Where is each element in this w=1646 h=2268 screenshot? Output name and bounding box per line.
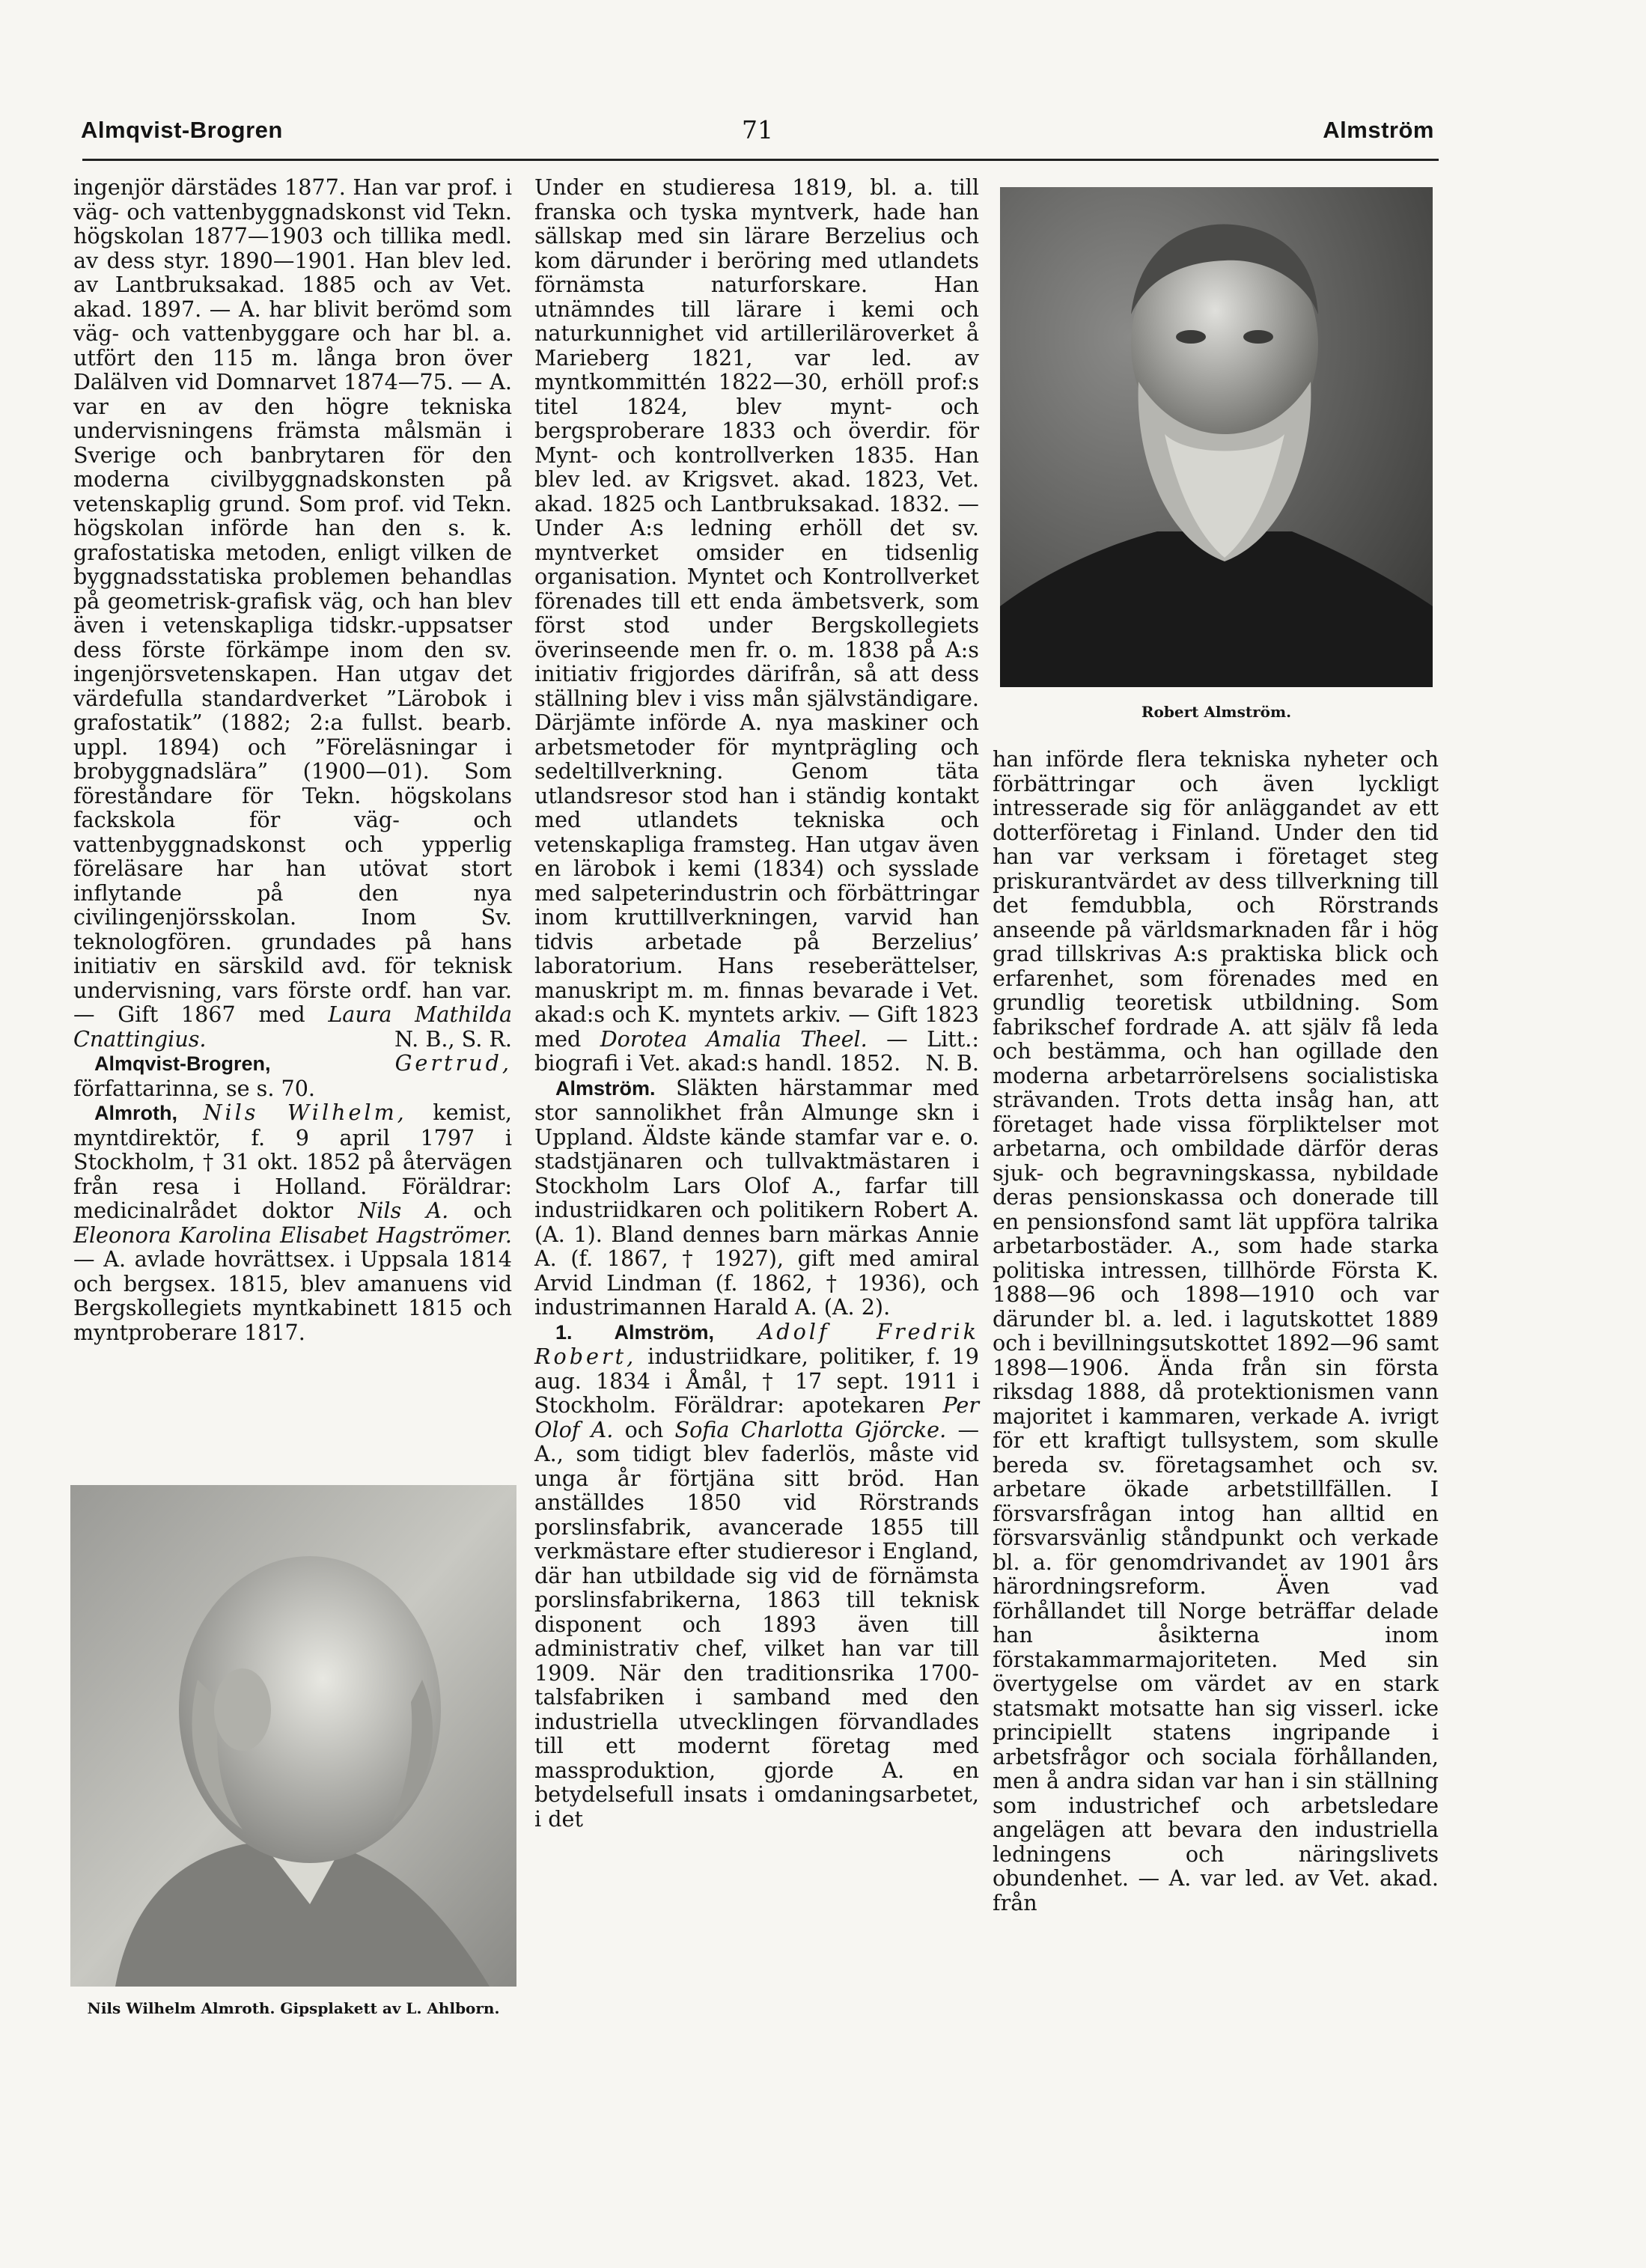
- column-3: [993, 747, 1439, 1915]
- entry-almroth: Almroth, Nils Wilhelm, kemist, myntdirektör, f. 9 april 1797 i Stockholm, † 31 okt. 1852 på återvägen från resa i Holland. Föräldrar: medicinalrådet doktor Nils A. och Eleonora Karolina Elisabet Hagströmer. — A. avlade hovrättsex. i Uppsala 1814 och bergsex. 1815, blev amanuens vid Bergskollegiets myntkabinett 1815 och myntproberare 1817.: [73, 1100, 513, 1345]
- almroth-plaque-photo: [70, 1485, 516, 1987]
- caption-nils-almroth: Nils Wilhelm Almroth. Gipsplakett av L. Ahlborn.: [87, 1999, 500, 2017]
- column-1: [73, 175, 512, 1344]
- entry-almstrom-family: Almström. Släkten härstammar med stor sannolikhet från Almunge skn i Uppland. Äldste kände stamfar var e. o. stadstjänaren och tullvaktmästaren i Stockholm Lars Olof A., farfar till industriidkaren och politikern Robert A. (A. 1). Bland dennes barn märkas Annie A. (f. 1867, † 1927), gift med amiral Arvid Lindman (f. 1862, † 1936), och industrimannen Harald A. (A. 2).: [534, 1074, 979, 1320]
- father-name: Per Olof A.: [534, 1392, 980, 1442]
- wife-name: Laura Mathilda Cnattingius.: [73, 1002, 512, 1052]
- caption-robert-almstrom: Robert Almström.: [1141, 703, 1292, 721]
- entry-almqvist-brogren: Almqvist-Brogren, Gertrud, författarinna, se s. 70.: [73, 1050, 512, 1101]
- author-signature: N. B., S. R.: [394, 1025, 512, 1052]
- lemma: Almroth,: [94, 1102, 177, 1124]
- mother-name: Eleonora Karolina Elisabet Hagströmer.: [73, 1222, 512, 1248]
- almroth-entry-continuation: Under en studieresa 1819, bl. a. till franska och tyska myntverk, hade han sällskap med sin lärare Berzelius och kom därunder i beröring med utlandets förnämsta naturforskare. Han utnämndes till lärare i kemi och naturkunnighet vid artilleriläroverket å Marieberg 1821, var led. av myntkommittén 1822—30, erhöll prof:s titel 1824, blev mynt- och bergsproberare 1833 och överdir. för Mynt- och kontrollverken 1835. Han blev led. av Krigsvet. akad. 1823, Vet. akad. 1825 och Lantbruksakad. 1832. — Under A:s ledning erhöll det sv. myntverket omsider en tidsenlig organisation. Myntet och Kontrollverket förenades till ett enda ämbetsverk, som först stod under Bergskollegiets överinseende men fr. o. m. 1838 på A:s initiativ frigjordes därifrån, så att dess ställning blev i viss mån självständigare. Därjämte införde A. nya maskiner och arbetsmetoder för myntprägling och sedeltillverkning. Genom täta utlandsresor stod han i ständig kontakt med utlandets tekniska och vetenskapliga framsteg. Han utgav även en lärobok i kemi (1834) och sysslade med salpeterindustrin och förbättringar inom kruttillverkningen, varvid han tidvis arbetade på Berzelius’ laboratorium. Hans reseberättelser, manuskript m. m. finnas bevarade i Vet. akad:s och K. myntets arkiv. — Gift 1823 med Dorotea Amalia Theel. — Litt.: biografi i Vet. akad:s handl. 1852. N. B.: [534, 174, 979, 1076]
- lemma: Almqvist-Brogren,: [94, 1052, 271, 1075]
- author-signature: N. B.: [925, 1050, 979, 1076]
- portrait-illustration: [1000, 187, 1433, 687]
- robert-almstrom-photo: [1000, 187, 1433, 687]
- robert-entry-continuation: han införde flera tekniska nyheter och förbättringar och även lyckligt intresserade sig för anläggandet av ett dotterföretag i Finland. Under den tid han var verksam i företaget steg priskurantvärdet av dess tillverkning till det femdubbla, och Rörstrands anseende på världsmarknaden får i hög grad tillskrivas A:s praktiska blick och erfarenhet, som förenades med en grundlig teoretisk utbildning. Som fabrikschef fordrade A. att själv få leda och bestämma, och han ogillade den moderna arbetarrörelsens socialistiska strävanden. Trots detta insåg han, att företaget hade vissa förpliktelser mot arbetarna, och ombildade därför deras sjuk- och begravningskassa, nybildade deras pensionskassa och donerade till en pensionsfond samt lät uppföra talrika arbetarbostäder. A., som hade starka politiska intressen, tillhörde Första K. 1888—96 och 1898—1910 och var därunder bl. a. led. i lagutskottet 1889 och i bevillningsutskottet 1892—96 samt 1898—1906. Ända från sin första riksdag 1888, då protektionismen vann majoritet i kammaren, verkade A. ivrigt för ett kraftigt tullsystem, som skulle bereda sv. företagsamhet och sv. arbetare ökade arbetstillfällen. I försvarsfrågan intog han alltid en försvarsvänlig ståndpunkt och verkade bl. a. för genomdrivandet av 1901 års härordningsreform. Även vad förhållandet till Norge beträffar delade han åsikterna inom förstakammarmajoriteten. Med sin övertygelse om värdet av en stark statsmakt motsatte han sig visserl. icke principiellt statens ingripande i arbetsfrågor och sociala förhållanden, men å andra sidan var han i sin ställning som industrichef och arbetsledare angelägen att bevara den industriella ledningens och näringslivets obundenhet. — A. var led. av Vet. akad. från: [993, 746, 1439, 1915]
- given-name: Adolf Fredrik Robert,: [534, 1318, 979, 1369]
- portrait-illustration: [70, 1485, 516, 1987]
- entry-robert-almstrom: 1. Almström, Adolf Fredrik Robert, industriidkare, politiker, f. 19 aug. 1834 i Åmål, † 17 sept. 1911 i Stockholm. Föräldrar: apotekaren Per Olof A. och Sofia Charlotta Gjörcke. — A., som tidigt blev faderlös, måste vid unga år förtjäna sitt bröd. Han anställdes 1850 vid Rörstrands porslinsfabrik, avancerade 1855 till verkmästare efter studieresor i England, där han utbildade sig vid de förnämsta porslinsfabrikerna, 1863 till teknisk disponent och 1893 även till administrativ chef, vilket han var till 1909. När den traditionsrika 1700-talsfabriken i samband med den industriella utvecklingen förvandlades till ett modernt företag med massproduktion, gjorde A. en betydelsefull insats i omdaningsarbetet, i det: [534, 1318, 980, 1832]
- given-name: Nils Wilhelm,: [203, 1100, 407, 1125]
- almqvist-entry-continuation: ingenjör därstädes 1877. Han var prof. i väg- och vattenbyggnadskonst vid Tekn. högskolan 1877—1903 och tillika medl. av dess styr. 1890—1901. Han blev led. av Lantbruksakad. 1885 och av Vet. akad. 1897. — A. har blivit berömd som väg- och vattenbyggare och har bl. a. utfört den 115 m. långa bron över Dalälven vid Domnarvet 1874—75. — A. var en av den högre tekniska undervisningens främsta målsmän i Sverige och banbrytaren för den moderna civilbyggnadskonsten på vetenskaplig grund. Som prof. vid Tekn. högskolan införde han den s. k. grafostatiska metoden, enligt vilken de byggnadsstatiska problemen behandlas på geometrisk-grafisk väg, och han blev även i vetenskapliga tidskr.-uppsatser dess förste förkämpe inom den sv. ingenjörsvetenskapen. Han utgav det värdefulla standardverket ”Lärobok i grafostatik” (1882; 2:a fullst. bearb. uppl. 1894) och ”Föreläsningar i brobyggnadslära” (1900—01). Som föreståndare för Tekn. högskolans fackskola för väg- och vattenbyggnadskonst och ypperlig föreläsare har han utövat stort inflytande på den nya civilingenjörsskolan. Inom Sv. teknologfören. grundades på hans initiativ en särskild avd. för teknisk undervisning, vars förste ordf. han var. — Gift 1867 med Laura Mathilda Cnattingius. N. B., S. R.: [73, 174, 512, 1052]
- header-rule: [82, 159, 1439, 161]
- running-header: [79, 112, 1436, 154]
- lemma: Almström.: [555, 1076, 656, 1100]
- lemma: 1. Almström,: [555, 1320, 715, 1344]
- wife-name: Dorotea Amalia Theel.: [600, 1025, 868, 1052]
- column-2: [534, 175, 979, 1831]
- header-right-term: Almström: [1323, 117, 1434, 143]
- page-number: 71: [742, 115, 773, 144]
- mother-name: Sofia Charlotta Gjörcke.: [674, 1416, 947, 1442]
- header-left-term: Almqvist-Brogren: [81, 117, 283, 143]
- given-name: Gertrud,: [394, 1050, 512, 1076]
- father-name: Nils A.: [358, 1198, 449, 1223]
